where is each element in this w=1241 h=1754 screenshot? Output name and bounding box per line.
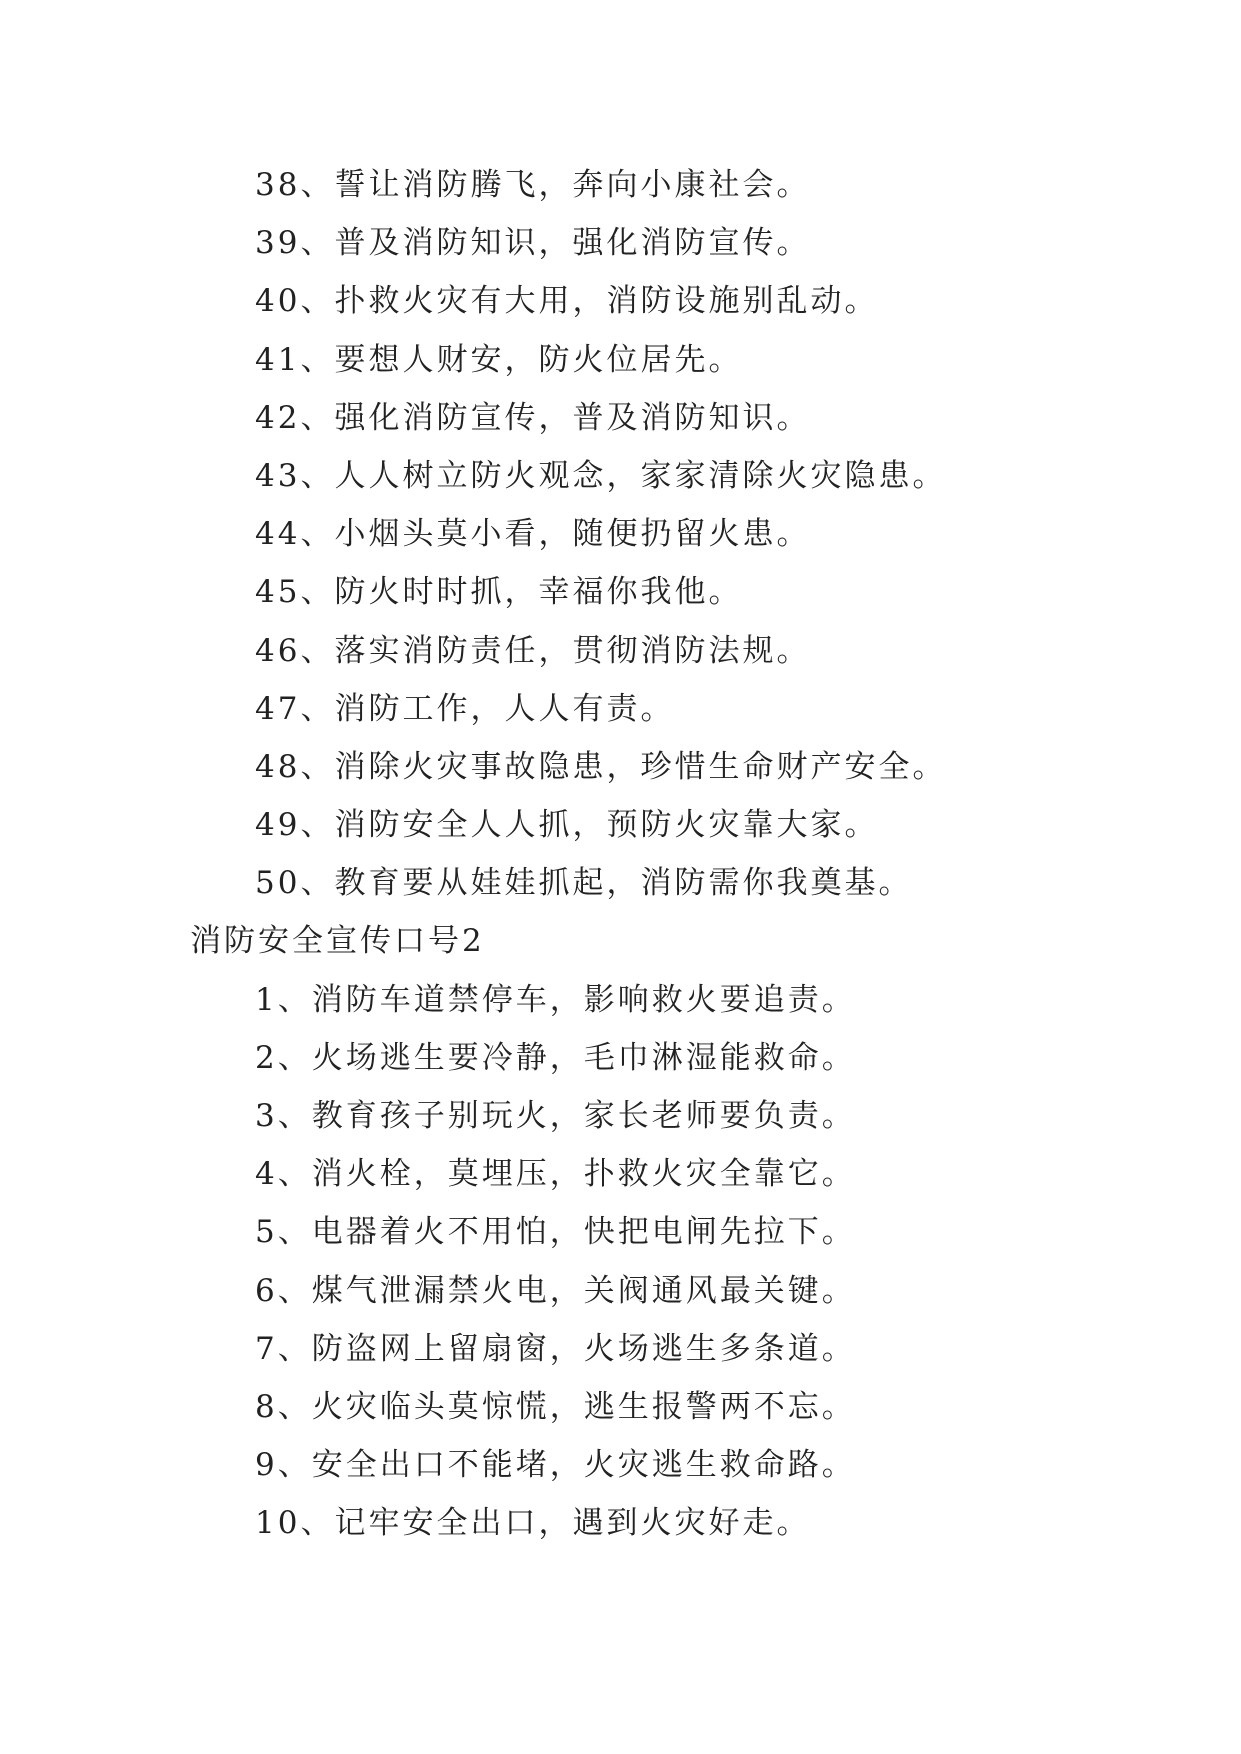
slogan-item: 42、强化消防宣传，普及消防知识。 xyxy=(255,399,811,436)
slogan-item: 5、电器着火不用怕，快把电闸先拉下。 xyxy=(255,1214,856,1251)
slogan-item: 50、教育要从娃娃抓起，消防需你我奠基。 xyxy=(255,865,913,902)
slogan-item: 49、消防安全人人抓，预防火灾靠大家。 xyxy=(255,807,879,844)
slogan-item: 8、火灾临头莫惊慌，逃生报警两不忘。 xyxy=(255,1388,856,1425)
slogan-item: 38、誓让消防腾飞，奔向小康社会。 xyxy=(255,167,811,203)
slogan-item: 10、记牢安全出口，遇到火灾好走。 xyxy=(255,1505,811,1542)
slogan-item: 46、落实消防责任，贯彻消防法规。 xyxy=(255,632,811,669)
slogan-item: 6、煤气泄漏禁火电，关阀通风最关键。 xyxy=(255,1272,856,1309)
slogan-item: 9、安全出口不能堵，火灾逃生救命路。 xyxy=(255,1447,856,1484)
slogan-item: 41、要想人财安，防火位居先。 xyxy=(255,341,743,378)
slogan-item: 48、消除火灾事故隐患，珍惜生命财产安全。 xyxy=(255,748,947,785)
slogan-item: 40、扑救火灾有大用，消防设施别乱动。 xyxy=(255,283,879,320)
slogan-item: 44、小烟头莫小看，随便扔留火患。 xyxy=(255,516,811,553)
slogan-item: 39、普及消防知识，强化消防宣传。 xyxy=(255,225,811,262)
slogan-item: 2、火场逃生要冷静，毛巾淋湿能救命。 xyxy=(255,1039,856,1076)
slogan-item: 47、消防工作，人人有责。 xyxy=(255,690,675,727)
slogan-item: 3、教育孩子别玩火，家长老师要负责。 xyxy=(255,1098,856,1134)
slogan-item: 45、防火时时抓，幸福你我他。 xyxy=(255,574,743,611)
slogan-item: 7、防盗网上留扇窗，火场逃生多条道。 xyxy=(255,1330,856,1367)
document-body xyxy=(0,156,1241,1553)
slogan-item: 43、人人树立防火观念，家家清除火灾隐患。 xyxy=(255,457,947,494)
slogan-item: 4、消火栓，莫埋压，扑救火灾全靠它。 xyxy=(255,1156,856,1193)
section-heading: 消防安全宣传口号2 xyxy=(190,923,485,960)
slogan-item: 1、消防车道禁停车，影响救火要追责。 xyxy=(255,981,856,1018)
